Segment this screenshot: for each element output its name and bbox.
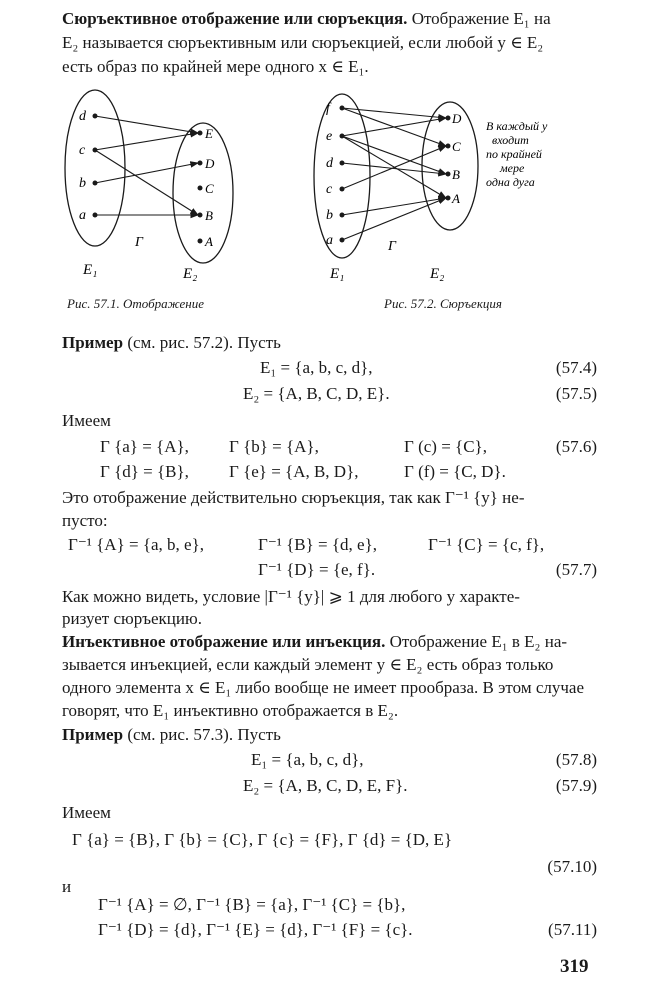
cond-text-1: Как можно видеть, условие |Γ⁻¹ {y}| ⩾ 1 для любого y характе- bbox=[62, 587, 520, 606]
fig1-set1-label: E₁ bbox=[83, 262, 98, 278]
fig1-node-C: C bbox=[205, 181, 214, 196]
g-f: Γ (f) = {C, D}. bbox=[404, 462, 506, 481]
page-number: 319 bbox=[560, 956, 589, 977]
fig1-node-D: D bbox=[205, 156, 215, 171]
g-e: Γ {e} = {A, B, D}, bbox=[229, 462, 359, 481]
fig2-node-b: b bbox=[326, 208, 333, 223]
eqnum-57-8: (57.8) bbox=[555, 750, 597, 769]
eq-57-9: E₂ = {A, B, C, D, E, F}. bbox=[243, 776, 408, 795]
injection-title: Инъективное отображение или инъекция. bbox=[62, 632, 386, 651]
injection-line-3: одного элемента x ∈ E₁ либо вообще не имеет прообраза. В этом случае bbox=[62, 678, 584, 697]
intro-text-1: Отображение E₁ на bbox=[411, 9, 551, 28]
surj-text-2: пусто: bbox=[62, 511, 108, 530]
eqnum-57-4: (57.4) bbox=[555, 358, 597, 377]
example1-have: Имеем bbox=[62, 411, 111, 430]
fig2-note-line-1: В каждый y bbox=[486, 119, 548, 133]
eq-57-8: E₁ = {a, b, c, d}, bbox=[251, 750, 364, 769]
and-text: и bbox=[62, 877, 72, 896]
inv-A: Γ⁻¹ {A} = {a, b, e}, bbox=[68, 535, 204, 554]
example2-text: (см. рис. 57.3). Пусть bbox=[127, 725, 281, 744]
figure1-caption: Рис. 57.1. Отображение bbox=[67, 296, 205, 311]
fig2-node-A: A bbox=[452, 191, 460, 206]
fig1-set2-label: E₂ bbox=[183, 266, 198, 282]
fig2-note-line-2: входит bbox=[492, 133, 529, 147]
figure-57-2 bbox=[300, 88, 580, 293]
gamma-row-57-10: Γ {a} = {B}, Γ {b} = {C}, Γ {c} = {F}, Γ {d} = {D, E} bbox=[72, 830, 453, 849]
example1-label: Пример bbox=[62, 333, 124, 352]
intro-line-3: есть образ по крайней мере одного x ∈ E₁. bbox=[62, 57, 369, 76]
fig1-node-A: A bbox=[205, 234, 213, 249]
fig2-node-a: a bbox=[326, 233, 333, 248]
fig2-gamma: Γ bbox=[388, 239, 396, 254]
fig1-node-E: E bbox=[205, 126, 213, 141]
injection-line-4: говорят, что E₁ инъективно отображается в E₂. bbox=[62, 701, 399, 720]
injection-text-1: Отображение E₁ в E₂ на- bbox=[389, 632, 568, 651]
inv-row-2: Γ⁻¹ {D} = {d}, Γ⁻¹ {E} = {d}, Γ⁻¹ {F} = {c}. bbox=[98, 920, 413, 939]
injection-line-1 bbox=[62, 631, 567, 653]
eqnum-57-7: (57.7) bbox=[555, 560, 597, 579]
surj-text-1: Это отображение действительно сюръекция, так как Γ⁻¹ {y} не- bbox=[62, 488, 525, 507]
fig2-node-f: f bbox=[326, 101, 330, 116]
example2-label: Пример bbox=[62, 725, 124, 744]
g-c: Γ (c) = {C}, bbox=[404, 437, 487, 456]
fig1-node-d: d bbox=[79, 109, 86, 124]
fig2-node-D: D bbox=[452, 111, 462, 126]
fig2-node-d: d bbox=[326, 156, 333, 171]
set-e2-ellipse bbox=[173, 123, 233, 263]
example2-have: Имеем bbox=[62, 803, 111, 822]
figure2-caption: Рис. 57.2. Сюръекция bbox=[384, 296, 502, 311]
cond-text-2: ризует сюръекцию. bbox=[62, 609, 202, 628]
fig2-node-e: e bbox=[326, 129, 333, 144]
eqnum-57-10: (57.10) bbox=[547, 857, 597, 876]
figure-57-1 bbox=[55, 88, 255, 288]
fig2-node-B: B bbox=[452, 167, 460, 182]
set-e1-ellipse bbox=[65, 90, 125, 246]
eqnum-57-11: (57.11) bbox=[548, 920, 597, 939]
inv-D: Γ⁻¹ {D} = {e, f}. bbox=[258, 560, 376, 579]
example1-text: (см. рис. 57.2). Пусть bbox=[127, 333, 281, 352]
eq-57-4: E₁ = {a, b, c, d}, bbox=[260, 358, 373, 377]
fig2-node-c: c bbox=[326, 182, 333, 197]
fig1-node-c: c bbox=[79, 143, 86, 158]
fig2-note-line-4: мере bbox=[500, 161, 525, 175]
eqnum-57-6: (57.6) bbox=[555, 437, 597, 456]
eq-57-5: E₂ = {A, B, C, D, E}. bbox=[243, 384, 390, 403]
fig2-set1-label: E₁ bbox=[330, 266, 345, 282]
fig1-gamma: Γ bbox=[135, 235, 143, 250]
eqnum-57-9: (57.9) bbox=[555, 776, 597, 795]
example1-header bbox=[62, 332, 281, 354]
set-e1-ellipse bbox=[314, 94, 370, 258]
fig2-note-line-5: одна дуга bbox=[486, 175, 535, 189]
inv-row-1: Γ⁻¹ {A} = ∅, Γ⁻¹ {B} = {a}, Γ⁻¹ {C} = {b}, bbox=[98, 895, 406, 914]
fig1-node-B: B bbox=[205, 208, 213, 223]
fig1-node-b: b bbox=[79, 176, 86, 191]
g-b: Γ {b} = {A}, bbox=[229, 437, 319, 456]
fig2-note-line-3: по крайней bbox=[486, 147, 542, 161]
eqnum-57-5: (57.5) bbox=[555, 384, 597, 403]
intro-line-1 bbox=[62, 8, 551, 30]
inv-B: Γ⁻¹ {B} = {d, e}, bbox=[258, 535, 378, 554]
inv-C: Γ⁻¹ {C} = {c, f}, bbox=[428, 535, 545, 554]
intro-title: Сюръективное отображение или сюръекция. bbox=[62, 9, 408, 28]
example2-header bbox=[62, 724, 281, 746]
injection-line-2: зывается инъекцией, если каждый элемент y ∈ E₂ есть образ только bbox=[62, 655, 554, 674]
fig1-node-a: a bbox=[79, 208, 86, 223]
fig2-node-C: C bbox=[452, 139, 461, 154]
g-a: Γ {a} = {A}, bbox=[100, 437, 189, 456]
fig2-set2-label: E₂ bbox=[430, 266, 445, 282]
intro-line-2: E₂ называется сюръективным или сюръекцией, если любой y ∈ E₂ bbox=[62, 33, 544, 52]
g-d: Γ {d} = {B}, bbox=[100, 462, 189, 481]
